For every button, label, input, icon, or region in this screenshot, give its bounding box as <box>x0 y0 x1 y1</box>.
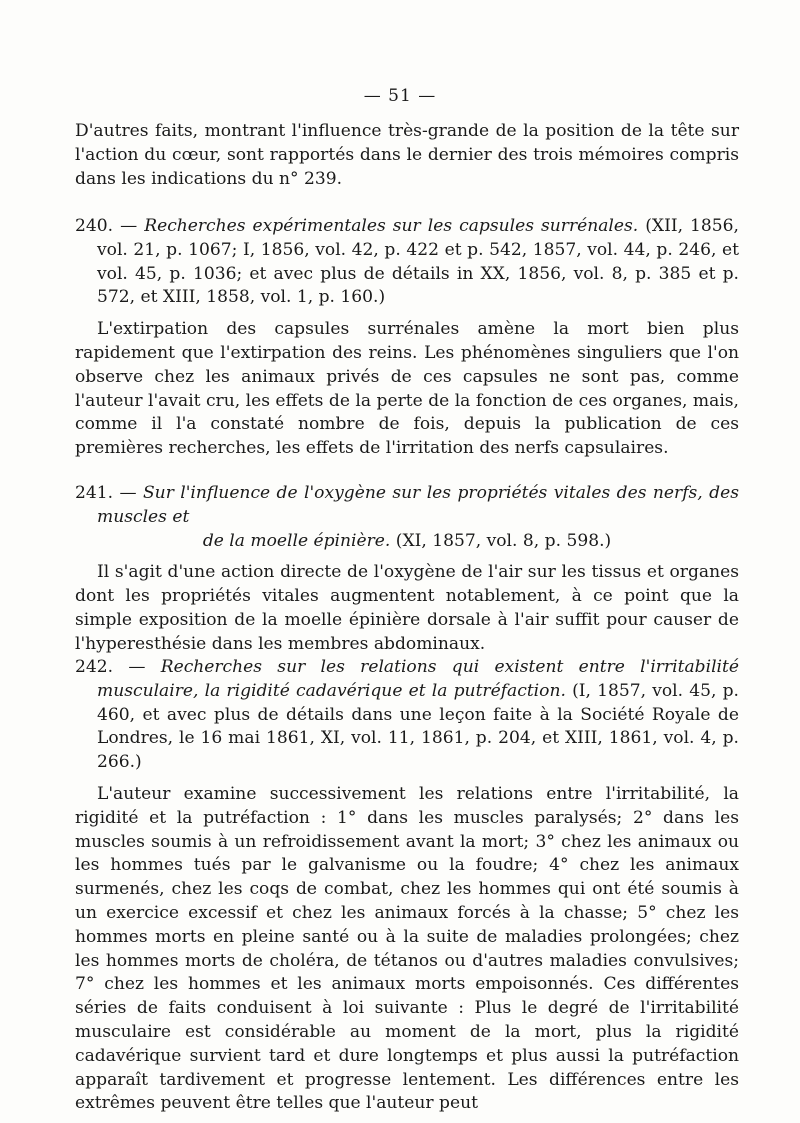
entry-240-heading <box>75 215 739 310</box>
entry-242-heading <box>75 656 739 775</box>
intro-block <box>75 120 739 191</box>
entry-241-title-line2: de la moelle épinière. <box>202 530 391 551</box>
intro-paragraph: D'autres faits, montrant l'influence très-grande de la position de la tête sur l'action du cœur, sont rapportés dans le dernier des trois mémoires compris dans les indications du n° 239. <box>75 121 739 189</box>
entry-242-title: Recherches sur les relations qui existent entre l'irritabilité musculaire, la rigidité cadavérique et la putréfaction. <box>97 657 739 701</box>
entry-242-refs: (I, 1857, vol. 45, p. 460, et avec plus de détails dans une leçon faite à la Société Royale de Londres, le 16 mai 1861, XI, vol. 11, 1861, p. 204, et XIII, 1861, vol. 4, p. 266.) <box>97 680 739 773</box>
entry-240-number: 240. — <box>75 216 145 236</box>
entry-241 <box>75 482 739 657</box>
entry-242-body: L'auteur examine successivement les relations entre l'irritabilité, la rigidité et la putréfaction : 1° dans les muscles paralysés; 2° dans les muscles soumis à un refroidissement avant la mort; 3° chez les animaux ou les hommes tués par le galvanisme ou la foudre; 4° chez les animaux surmenés, chez les coqs de combat, chez les hommes qui ont été soumis à un exercice excessif et chez les animaux forcés à la chasse; 5° chez les hommes morts en pleine santé ou à la suite de maladies prolongées; chez les hommes morts de choléra, de tétanos ou d'autres maladies convulsives; 7° chez les hommes et les animaux morts empoisonnés. Ces différentes séries de faits conduisent à loi suivante : Plus le degré de l'irritabilité musculaire est considérable au moment de la mort, plus la rigidité cadavérique survient tard et dure longtemps et plus aussi la putréfaction apparaît tardivement et progresse lentement. Les différences entre les extrêmes peuvent être telles que l'auteur peut <box>75 783 739 1114</box>
entry-241-heading-cont <box>75 530 739 554</box>
entry-240-body: L'extirpation des capsules surrénales amène la mort bien plus rapidement que l'extirpation des reins. Les phénomènes singuliers que l'on observe chez les animaux privés de ces capsules ne sont pas, comme l'auteur l'avait cru, les effets de la perte de la fonction de ces organes, mais, comme il l'a constaté nombre de fois, depuis la publication de ces premières recherches, les effets de l'irritation des nerfs capsulaires. <box>75 319 739 459</box>
entry-241-title-line1: Sur l'influence de l'oxygène sur les propriétés vitales des nerfs, des muscles et <box>97 483 739 527</box>
entry-241-refs: (XI, 1857, vol. 8, p. 598.) <box>390 530 612 551</box>
entry-240 <box>75 215 739 461</box>
entry-242 <box>75 656 739 1116</box>
entry-241-body: Il s'agit d'une action directe de l'oxygène de l'air sur les tissus et organes dont les propriétés vitales augmentent notablement, à ce point que la simple exposition de la moelle épinière dorsale à l'air suffit pour causer de l'hyperesthésie dans les membres abdominaux. <box>75 562 739 654</box>
page-number: — 51 — <box>363 86 437 106</box>
entry-240-title: Recherches expérimentales sur les capsules surrénales. <box>144 216 639 236</box>
entry-241-number: 241. — <box>75 483 143 503</box>
entry-242-number: 242. — <box>75 657 161 677</box>
entry-240-refs: (XII, 1856, vol. 21, p. 1067; I, 1856, vol. 42, p. 422 et p. 542, 1857, vol. 44, p. 246, et vol. 45, p. 1036; et avec plus de détails in XX, 1856, vol. 8, p. 385 et p. 572, et XIII, 1858, vol. 1, p. 160.) <box>97 216 739 308</box>
entry-241-heading <box>75 482 739 530</box>
